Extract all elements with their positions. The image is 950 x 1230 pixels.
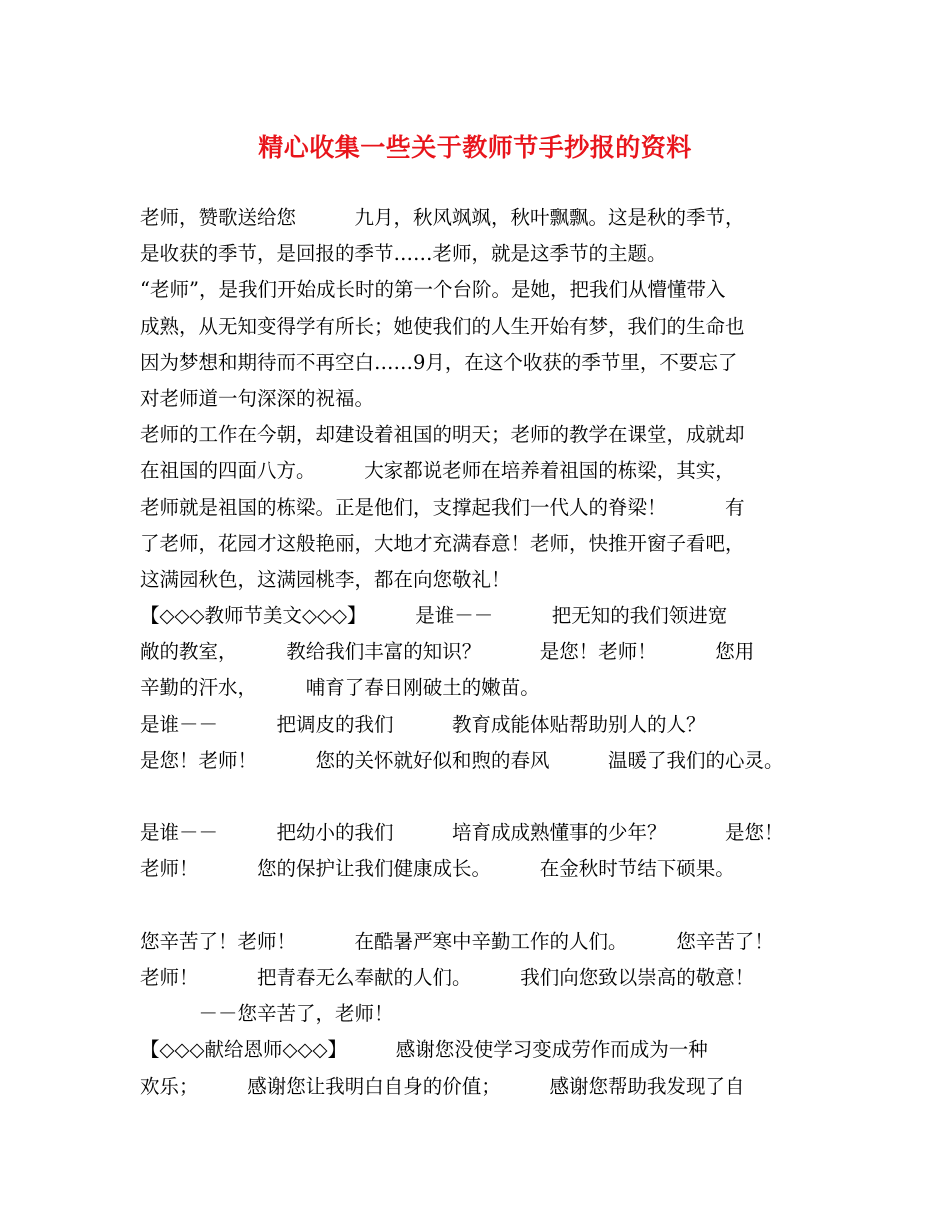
section-heading-line: 【◇◇◇教师节美文◇◇◇】 是谁－－ 把无知的我们领进宽	[140, 604, 728, 628]
text-line: 了老师，花园才这般艳丽，大地才充满春意！老师，快推开窗子看吧，	[140, 531, 745, 555]
blank-line	[140, 888, 840, 924]
blank-line	[140, 779, 840, 815]
text-line: 您辛苦了！老师！ 在酷暑严寒中辛勤工作的人们。 您辛苦了！	[140, 929, 774, 953]
text-line: 在祖国的四面八方。 大家都说老师在培养着祖国的栋梁，其实，	[140, 459, 735, 483]
text-line: 老师的工作在今朝，却建设着祖国的明天；老师的教学在课堂，成就却	[140, 423, 745, 447]
text-line: 因为梦想和期待而不再空白……9月，在这个收获的季节里，不要忘了	[140, 350, 738, 374]
text-line: 是谁－－ 把调皮的我们 教育成能体贴帮助别人的人？	[140, 712, 706, 736]
document-title: 精心收集一些关于教师节手抄报的资料	[258, 133, 692, 162]
text-line: 老师！ 把青春无么奉献的人们。 我们向您致以崇高的敬意！	[140, 965, 755, 989]
text-line: 是收获的季节，是回报的季节……老师，就是这季节的主题。	[140, 242, 667, 266]
text-line: 对老师道一句深深的祝福。	[140, 386, 375, 410]
text-line: 老师，赞歌送给您 九月，秋风飒飒，秋叶飘飘。这是秋的季节，	[140, 206, 745, 229]
text-line: －－您辛苦了，老师！	[140, 1002, 394, 1026]
text-line: 成熟，从无知变得学有所长；她使我们的人生开始有梦，我们的生命也	[140, 314, 745, 338]
text-line: 是您！老师！ 您的关怀就好似和煦的春风 温暖了我们的心灵。	[140, 748, 784, 772]
text-line: 辛勤的汗水， 哺育了春日刚破土的嫩苗。	[140, 676, 540, 700]
section-heading-line: 【◇◇◇献给恩师◇◇◇】 感谢您没使学习变成劳作而成为一种	[140, 1038, 708, 1062]
text-line: “老师”，是我们开始成长时的第一个台阶。是她，把我们从懵懂带入	[140, 278, 726, 302]
text-line: 敞的教室， 教给我们丰富的知识？ 是您！老师！ 您用	[140, 640, 755, 664]
text-line: 欢乐； 感谢您让我明白自身的价值； 感谢您帮助我发现了自	[140, 1074, 745, 1098]
text-line: 老师！ 您的保护让我们健康成长。 在金秋时节结下硕果。	[140, 857, 735, 881]
text-line: 这满园秋色，这满园桃李，都在向您敬礼！	[140, 567, 511, 591]
document-body	[140, 200, 840, 1105]
text-line: 是谁－－ 把幼小的我们 培育成成熟懂事的少年？ 是您！	[140, 821, 784, 845]
text-line: 老师就是祖国的栋梁。正是他们，支撑起我们一代人的脊梁！ 有	[140, 495, 745, 519]
